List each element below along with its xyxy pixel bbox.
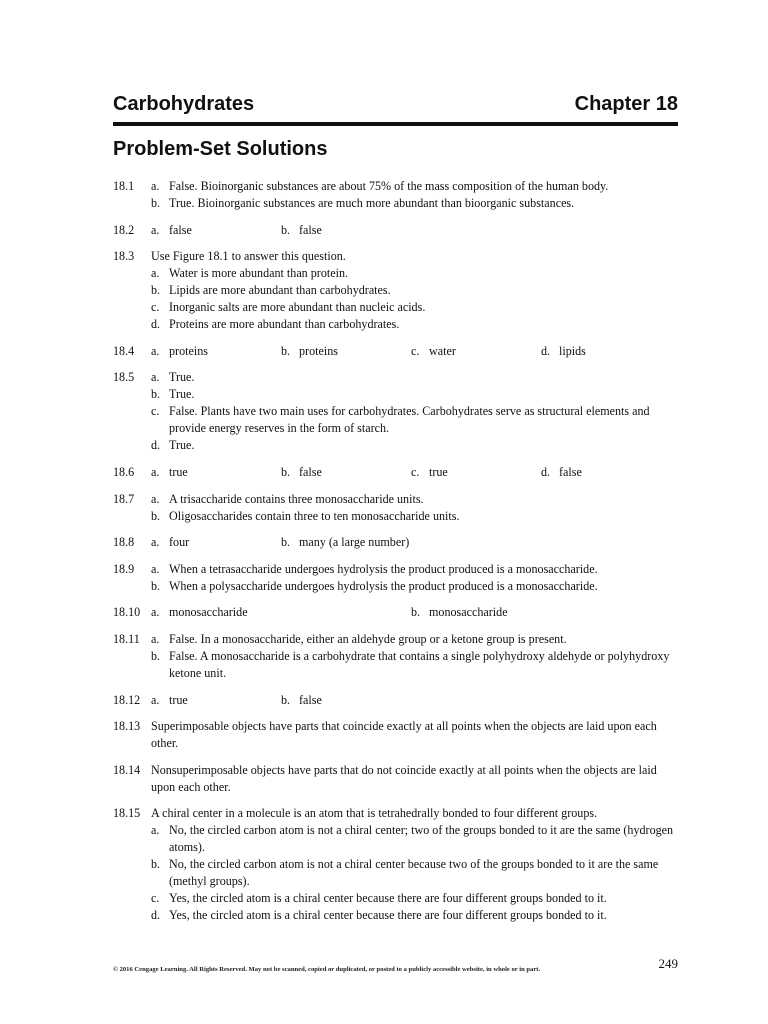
answer-text: true: [169, 692, 188, 707]
answer-row: [151, 692, 683, 709]
answer-item: [151, 316, 683, 333]
answer-text: No, the circled carbon atom is not a chiral center; two of the groups bonded to it are the same (hydrogen atoms).: [169, 823, 674, 855]
answer-item: [151, 508, 683, 525]
answer-text: Yes, the circled atom is a chiral center because there are four different groups bonded to it.: [169, 891, 607, 906]
answer-letter: b.: [281, 535, 291, 550]
answer-letter: d.: [541, 343, 551, 358]
problem-number: 18.11: [113, 631, 140, 646]
problem-18-8: [113, 534, 683, 551]
answer-text: false: [299, 464, 322, 479]
page-number: 249: [658, 956, 678, 971]
answer-letter: c.: [411, 343, 420, 358]
problem-number: 18.8: [113, 535, 135, 550]
answer-item: [151, 178, 683, 195]
answer-cell: [281, 464, 322, 481]
answer-letter: d.: [541, 464, 551, 479]
answer-text: True. Bioinorganic substances are much more abundant than bioorganic substances.: [169, 196, 575, 210]
problem-number: 18.3: [113, 249, 135, 264]
answer-text: four: [169, 535, 190, 550]
answer-letter: b.: [281, 464, 291, 479]
problem-18-9: [113, 561, 683, 595]
problem-intro: Nonsuperimposable objects have parts that do not coincide exactly at all points when the objects are laid upon each other.: [151, 762, 657, 794]
problem-body: [151, 178, 683, 212]
problem-number: 18.10: [113, 605, 141, 620]
answer-cell: [411, 604, 508, 621]
answer-text: Oligosaccharides contain three to ten monosaccharide units.: [169, 508, 460, 523]
answer-text: A trisaccharide contains three monosaccharide units.: [169, 491, 424, 506]
problem-18-15: [113, 805, 683, 924]
problem-18-3: [113, 248, 683, 333]
problem-body: [151, 692, 683, 709]
problem-18-11: [113, 631, 683, 682]
problem-18-2: [113, 222, 683, 239]
problem-18-6: [113, 464, 683, 481]
problem-number: 18.1: [113, 179, 135, 193]
problem-intro: A chiral center in a molecule is an atom that is tetrahedrally bonded to four different groups.: [151, 806, 598, 821]
answer-text: Proteins are more abundant than carbohydrates.: [169, 317, 400, 332]
answer-letter: d.: [151, 438, 161, 453]
answer-letter: a.: [151, 491, 160, 506]
answer-letter: a.: [151, 561, 160, 576]
problem-number: 18.13: [113, 719, 141, 734]
answer-cell: [281, 692, 322, 709]
answer-text: False. Bioinorganic substances are about 75% of the mass composition of the human body.: [169, 179, 609, 193]
answer-text: false: [299, 692, 322, 707]
answer-text: True.: [169, 438, 195, 453]
answer-letter: a.: [151, 370, 160, 385]
answer-letter: c.: [411, 464, 420, 479]
answer-text: false: [169, 222, 192, 237]
answer-letter: b.: [281, 692, 291, 707]
answer-letter: a.: [151, 631, 160, 646]
answer-letter: b.: [151, 857, 161, 872]
answer-letter: b.: [151, 196, 161, 210]
answer-item: [151, 265, 683, 282]
answer-letter: b.: [151, 508, 161, 523]
problem-18-14: [113, 762, 683, 796]
answer-text: False. A monosaccharide is a carbohydrate that contains a single polyhydroxy aldehyde or polyhydroxy ketone unit.: [169, 648, 670, 680]
answer-text: Water is more abundant than protein.: [169, 266, 349, 281]
section-title: Problem-Set Solutions: [113, 138, 328, 160]
answer-text: False. Plants have two main uses for carbohydrates. Carbohydrates serve as structural elements and provide energy reserves in the form of starch.: [169, 404, 650, 436]
problem-body: [151, 369, 683, 454]
answer-letter: c.: [151, 891, 160, 906]
answer-item: [151, 822, 683, 856]
answer-row: [151, 222, 683, 239]
problem-body: [151, 248, 683, 333]
answer-letter: a.: [151, 266, 160, 281]
answer-text: Lipids are more abundant than carbohydrates.: [169, 283, 391, 298]
answer-cell: [151, 343, 208, 360]
answer-cell: [541, 464, 582, 481]
answer-row: [151, 604, 683, 621]
problem-number: 18.9: [113, 561, 135, 576]
answer-letter: a.: [151, 535, 160, 550]
problem-body: [151, 343, 683, 360]
chapter-number: Chapter 18: [574, 93, 678, 115]
answer-letter: b.: [281, 222, 291, 237]
answer-text: monosaccharide: [169, 605, 248, 620]
answer-text: false: [559, 464, 582, 479]
answer-letter: d.: [151, 908, 161, 923]
answer-letter: a.: [151, 179, 160, 193]
problem-body: [151, 534, 683, 551]
answer-letter: c.: [151, 404, 160, 419]
answer-cell: [541, 343, 586, 360]
answer-letter: a.: [151, 823, 160, 838]
problem-number: 18.6: [113, 464, 135, 479]
answer-cell: [151, 604, 248, 621]
copyright-footer: © 2016 Cengage Learning. All Rights Reserved. May not be scanned, copied or duplicated, or posted to a publicly accessible website, in whole or in part.: [113, 966, 541, 973]
problem-number: 18.15: [113, 806, 141, 821]
problem-18-12: [113, 692, 683, 709]
answer-letter: a.: [151, 605, 160, 620]
answer-item: [151, 561, 683, 578]
problem-body: [151, 604, 683, 621]
answer-item: [151, 369, 683, 386]
answer-cell: [281, 343, 338, 360]
answer-text: true: [429, 464, 448, 479]
problem-body: [151, 222, 683, 239]
problem-18-5: [113, 369, 683, 454]
answer-row: [151, 534, 683, 551]
answer-letter: b.: [151, 387, 161, 402]
problem-body: [151, 762, 683, 796]
answer-cell: [411, 464, 448, 481]
answer-cell: [411, 343, 456, 360]
answer-letter: a.: [151, 692, 160, 707]
problem-list: [113, 178, 683, 934]
problem-number: 18.4: [113, 343, 135, 358]
answer-letter: a.: [151, 222, 160, 237]
problem-body: [151, 491, 683, 525]
answer-item: [151, 648, 683, 682]
answer-cell: [151, 222, 192, 239]
answer-item: [151, 282, 683, 299]
answer-cell: [281, 222, 322, 239]
problem-18-10: [113, 604, 683, 621]
answer-text: many (a large number): [299, 535, 410, 550]
answer-row: [151, 464, 683, 481]
answer-text: water: [429, 343, 456, 358]
problem-intro: Superimposable objects have parts that coincide exactly at all points when the objects are laid upon each other.: [151, 719, 657, 751]
answer-letter: d.: [151, 317, 161, 332]
answer-text: When a polysaccharide undergoes hydrolysis the product produced is a monosaccharide.: [169, 578, 598, 593]
problem-intro: Use Figure 18.1 to answer this question.: [151, 249, 346, 264]
answer-item: [151, 195, 683, 212]
problem-body: [151, 631, 683, 682]
answer-text: True.: [169, 370, 195, 385]
answer-text: false: [299, 222, 322, 237]
answer-text: No, the circled carbon atom is not a chiral center because two of the groups bonded to it are the same (methyl groups).: [169, 857, 659, 889]
answer-cell: [151, 464, 188, 481]
answer-item: [151, 856, 683, 890]
answer-text: Yes, the circled atom is a chiral center because there are four different groups bonded to it.: [169, 908, 607, 923]
problem-18-7: [113, 491, 683, 525]
answer-text: monosaccharide: [429, 605, 508, 620]
problem-18-4: [113, 343, 683, 360]
answer-item: [151, 578, 683, 595]
problem-18-1: [113, 178, 683, 212]
answer-item: [151, 890, 683, 907]
answer-letter: b.: [151, 648, 161, 663]
answer-cell: [281, 534, 409, 551]
answer-item: [151, 907, 683, 924]
problem-number: 18.14: [113, 762, 141, 777]
answer-item: [151, 491, 683, 508]
problem-number: 18.5: [113, 370, 135, 385]
answer-text: lipids: [559, 343, 586, 358]
problem-number: 18.12: [113, 692, 141, 707]
answer-text: proteins: [299, 343, 338, 358]
answer-item: [151, 299, 683, 316]
answer-letter: a.: [151, 343, 160, 358]
answer-text: When a tetrasaccharide undergoes hydrolysis the product produced is a monosaccharide.: [169, 561, 598, 576]
problem-number: 18.7: [113, 491, 135, 506]
answer-letter: a.: [151, 464, 160, 479]
problem-body: [151, 561, 683, 595]
answer-cell: [151, 692, 188, 709]
answer-item: [151, 631, 683, 648]
answer-item: [151, 437, 683, 454]
problem-number: 18.2: [113, 222, 135, 237]
answer-letter: c.: [151, 300, 160, 315]
answer-letter: b.: [411, 605, 421, 620]
answer-text: True.: [169, 387, 195, 402]
answer-item: [151, 386, 683, 403]
answer-letter: b.: [151, 283, 161, 298]
answer-cell: [151, 534, 189, 551]
answer-letter: b.: [151, 578, 161, 593]
page-header: [113, 93, 678, 119]
problem-body: [151, 718, 683, 752]
answer-text: true: [169, 464, 188, 479]
problem-body: [151, 464, 683, 481]
header-rule: [113, 122, 678, 126]
problem-18-13: [113, 718, 683, 752]
answer-letter: b.: [281, 343, 291, 358]
chapter-title: Carbohydrates: [113, 93, 255, 115]
answer-text: False. In a monosaccharide, either an aldehyde group or a ketone group is present.: [169, 631, 567, 646]
answer-row: [151, 343, 683, 360]
answer-text: proteins: [169, 343, 208, 358]
problem-body: [151, 805, 683, 924]
answer-text: Inorganic salts are more abundant than nucleic acids.: [169, 300, 426, 315]
answer-item: [151, 403, 683, 437]
